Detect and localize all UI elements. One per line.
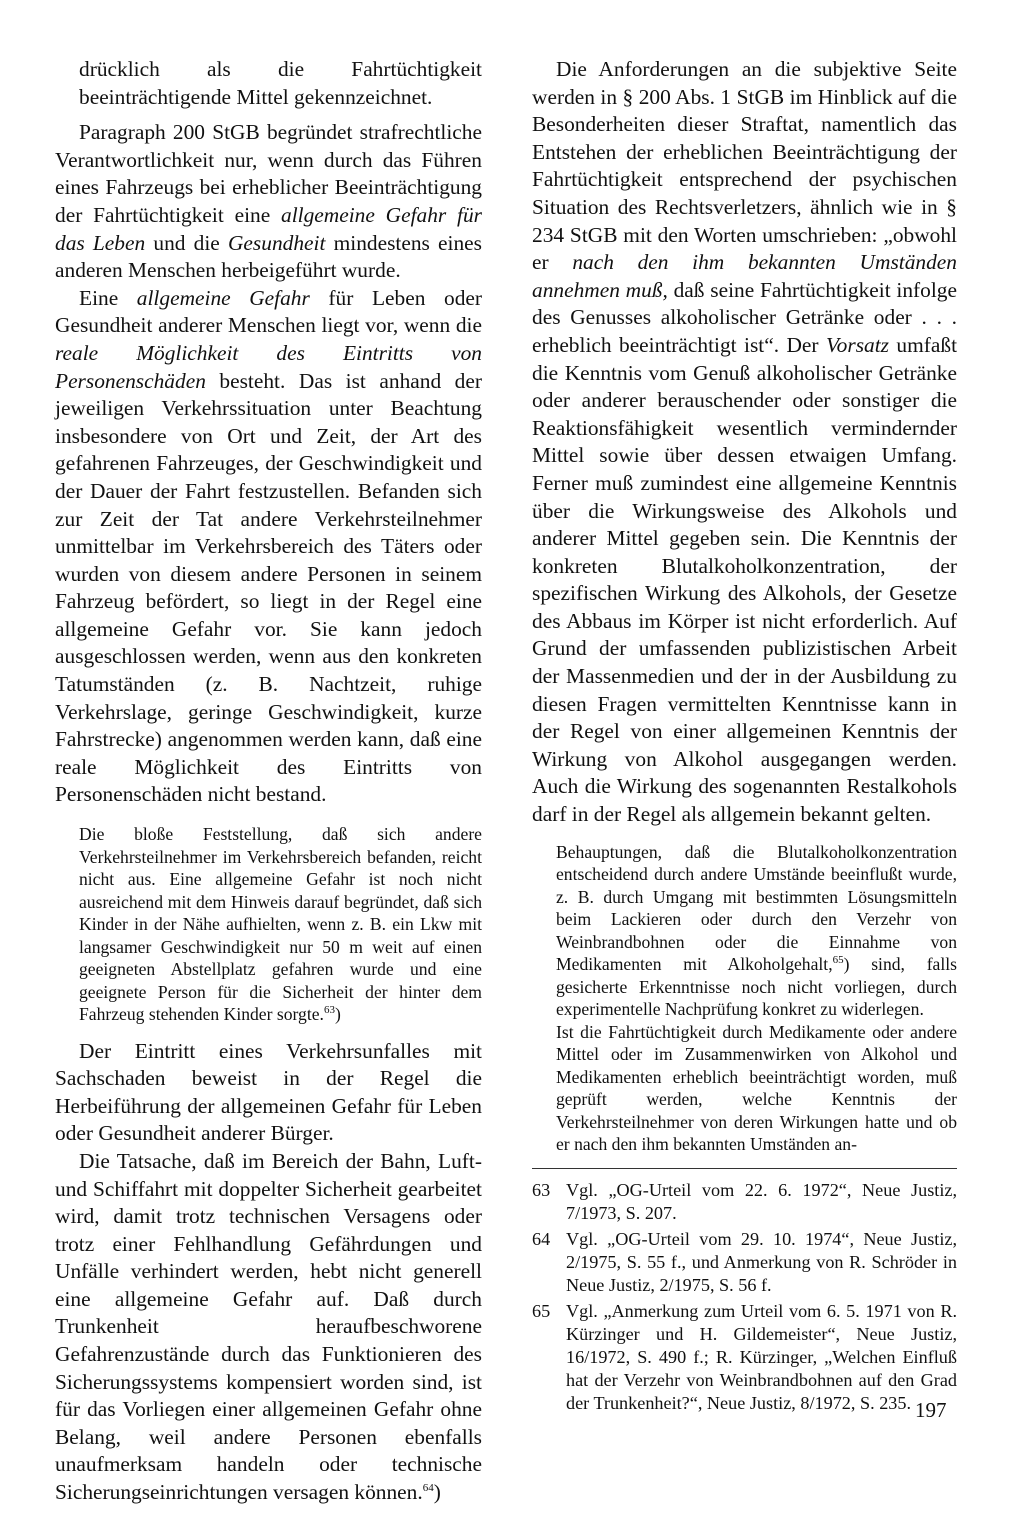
- text-run: Die Tatsache, daß im Bereich der Bahn, Luft- und Schiffahrt mit doppelter Sicherheit gearbeitet wird, damit trotz technischen Versagens oder trotz einer Fehlhandlung Gefährdungen und Unfälle verhindert werden, hebt nicht generell eine allgemeine Gefahr auf. Daß durch Trunkenheit heraufbeschworene Gefahrenzustände durch das Funktionieren des Sicherungssystems kompensiert worden sind, ist für das Vorliegen einer allgemeinen Gefahr ohne Belang, weil andere Personen ebenfalls unaufmerksam handeln oder technische Sicherungseinrichtungen versagen können.: [55, 1148, 482, 1505]
- footnote-ref-64: 64: [422, 1481, 434, 1494]
- text-run: besteht. Das ist anhand der jeweiligen Verkehrssituation unter Beachtung insbesondere von Ort und Zeit, der Art des gefahrenen Fahrzeuges, der Geschwindigkeit und der Dauer der Fahrt festzustellen. Befanden sich zur Zeit der Tat andere Verkehrsteilnehmer unmittelbar im Verkehrsbereich des Täters oder wurden von diesem andere Personen in seinem Fahrzeug befördert, so liegt in der Regel eine allgemeine Gefahr vor. Sie kann jedoch ausgeschlossen werden, wenn aus den konkreten Tatumständen (z. B. Nachtzeit, ruhige Verkehrslage, geringe Geschwindigkeit, kurze Fahrstrecke) angenommen werden kann, daß eine reale Möglichkeit des Eintritts von Personenschäden nicht bestand.: [55, 368, 482, 807]
- note-paragraph: [556, 841, 957, 1021]
- paragraph-general-danger: [55, 119, 482, 285]
- emphasis-text: reale Möglichkeit des Eintritts von Personenschäden: [55, 340, 482, 393]
- footnote-63: [532, 1179, 957, 1225]
- footnote-65: [532, 1300, 957, 1415]
- paragraph-subjective-side: [532, 56, 957, 829]
- footnotes: [532, 1179, 957, 1415]
- emphasis-text: nach den ihm bekannten Umständen annehmen muß,: [532, 250, 957, 302]
- text-run: Behauptungen, daß die Blutalkoholkonzentration entscheidend durch andere Umstände beeinflußt wurde, z. B. durch Umgang mit bestimmten Lösungsmitteln beim Lackieren oder durch den Verzehr von Weinbrandbohnen oder die Einnahme von Medikamenten mit Alkoholgehalt,: [556, 841, 957, 975]
- page-number: 197: [915, 1398, 947, 1422]
- footnote-ref-63: 63: [323, 1004, 335, 1017]
- text-run: daß seine Fahrtüchtigkeit infolge des Genusses alkoholischer Getränke oder . . . erheblich beeinträchtigt ist“. Der: [532, 277, 957, 357]
- emphasis-text: allgemeine Gefahr: [136, 285, 310, 310]
- note-block-63: [79, 823, 482, 1026]
- emphasis-text: Vorsatz: [825, 332, 889, 357]
- note-paragraph: [79, 823, 482, 1026]
- text-run: ) sind, falls gesicherte Erkenntnisse noch nicht vorliegen, durch experimentelle Nachprüfung konkret zu widerlegen.: [556, 954, 957, 1020]
- text-run: Die bloße Feststellung, daß sich andere Verkehrsteilnehmer im Verkehrsbereich befanden, reicht nicht aus. Eine allgemeine Gefahr ist noch nicht ausreichend mit dem Hinweis darauf begründet, daß sich Kinder in der Nähe aufhielten, wenn z. B. ein Lkw mit langsamer Geschwindigkeit nur 50 m weit auf einen geeigneten Abstellplatz gefahren wurde und eine geeignete Person für die Sicherheit der hinter dem Fahrzeug stehenden Kinder sorgte.: [79, 824, 482, 1025]
- paragraph-continuation: drücklich als die Fahrtüchtigkeit beeinträchtigende Mittel gekennzeichnet.: [79, 57, 482, 109]
- right-column: [532, 56, 957, 1418]
- footnote-text: Vgl. „OG-Urteil vom 22. 6. 1972“, Neue Justiz, 7/1973, S. 207.: [566, 1179, 957, 1223]
- footnote-text: Vgl. „Anmerkung zum Urteil vom 6. 5. 1971 von R. Kürzinger und H. Gildemeister“, Neue Justiz, 16/1972, S. 490 f.; R. Kürzinger, „Welchen Einfluß hat der Verzehr von Weinbrandbohnen auf den Grad der Trunkenheit?“, Neue Justiz, 8/1972, S. 235.: [566, 1300, 957, 1413]
- text-run: Die Anforderungen an die subjektive Seite werden in § 200 Abs. 1 StGB im Hinblick auf die Besonderheiten dieser Straftat, namentlich das Entstehen der erheblichen Beeinträchtigung der Fahrtüchtigkeit entsprechend der psychischen Situation des Rechtsverletzers, ähnlich wie in § 234 StGB mit den Worten umschrieben: „obwohl er: [532, 57, 957, 275]
- text-run: mindestens eines anderen Menschen herbeigeführt wurde.: [55, 230, 482, 283]
- paragraph-real-possibility: [55, 285, 482, 809]
- paragraph-double-safety: [55, 1148, 482, 1507]
- footnote-number: 63: [532, 1179, 551, 1200]
- footnote-number: 64: [532, 1228, 551, 1249]
- footnote-text: Vgl. „OG-Urteil vom 29. 10. 1974“, Neue Justiz, 2/1975, S. 55 f., und Anmerkung von R. Schröder in Neue Justiz, 2/1975, S. 56 f.: [566, 1228, 957, 1295]
- text-run: und die: [145, 230, 228, 255]
- footnote-number: 65: [532, 1300, 551, 1321]
- footnote-divider: [532, 1168, 957, 1169]
- text-run: für Leben oder Gesundheit anderer Menschen liegt vor, wenn die: [55, 285, 483, 338]
- note-block-65: [556, 841, 957, 1156]
- text-run: ): [334, 1004, 341, 1025]
- left-column: [55, 56, 482, 1507]
- text-run: Paragraph 200 StGB begründet strafrechtliche Verantwortlichkeit nur, wenn durch das Führen eines Fahrzeugs bei erheblicher Beeinträchtigung der Fahrtüchtigkeit eine: [55, 120, 482, 227]
- emphasis-text: Gesundheit: [227, 230, 326, 255]
- text-run: Eine: [79, 285, 137, 310]
- footnote-64: [532, 1228, 957, 1297]
- footnote-ref-65: 65: [832, 954, 844, 967]
- note-paragraph: Ist die Fahrtüchtigkeit durch Medikamente oder andere Mittel oder im Zusammenwirken von Alkohol und Medikamenten erheblich beeinträchtigt worden, muß geprüft werden, welche Kenntnis der Verkehrsteilnehmer von deren Wirkungen hatte und ob er nach den ihm bekannten Umständen an-: [556, 1021, 957, 1155]
- text-run: ): [433, 1480, 441, 1505]
- text-run: umfaßt die Kenntnis vom Genuß alkoholischer Getränke oder anderer berauschender oder sonstiger die Reaktionsfähigkeit wesentlich vermindernder Mittel sowie über dessen etwaigen Umfang. Ferner muß zumindest eine allgemeine Kenntnis über die Wirkungsweise des Alkohols und anderer Mittel gegeben sein. Die Kenntnis der konkreten Blutalkoholkonzentration, der spezifischen Wirkung des Alkohols, der Gesetze des Abbaus im Körper ist nicht erforderlich. Auf Grund der umfassenden publizistischen Arbeit der Massenmedien und der in der Ausbildung zu diesen Fragen vermittelten Kenntnisse kann in der Regel von einer allgemeinen Kenntnis der Wirkung von Alkohol ausgegangen werden. Auch die Wirkung des sogenannten Restalkohols darf in der Regel als allgemein bekannt gelten.: [532, 332, 958, 827]
- emphasis-text: allgemeine Gefahr für das Leben: [55, 202, 482, 255]
- paragraph-accident: Der Eintritt eines Verkehrsunfalles mit Sachschaden beweist in der Regel die Herbeiführung der allgemeinen Gefahr für Leben oder Gesundheit anderer Bürger.: [55, 1038, 482, 1146]
